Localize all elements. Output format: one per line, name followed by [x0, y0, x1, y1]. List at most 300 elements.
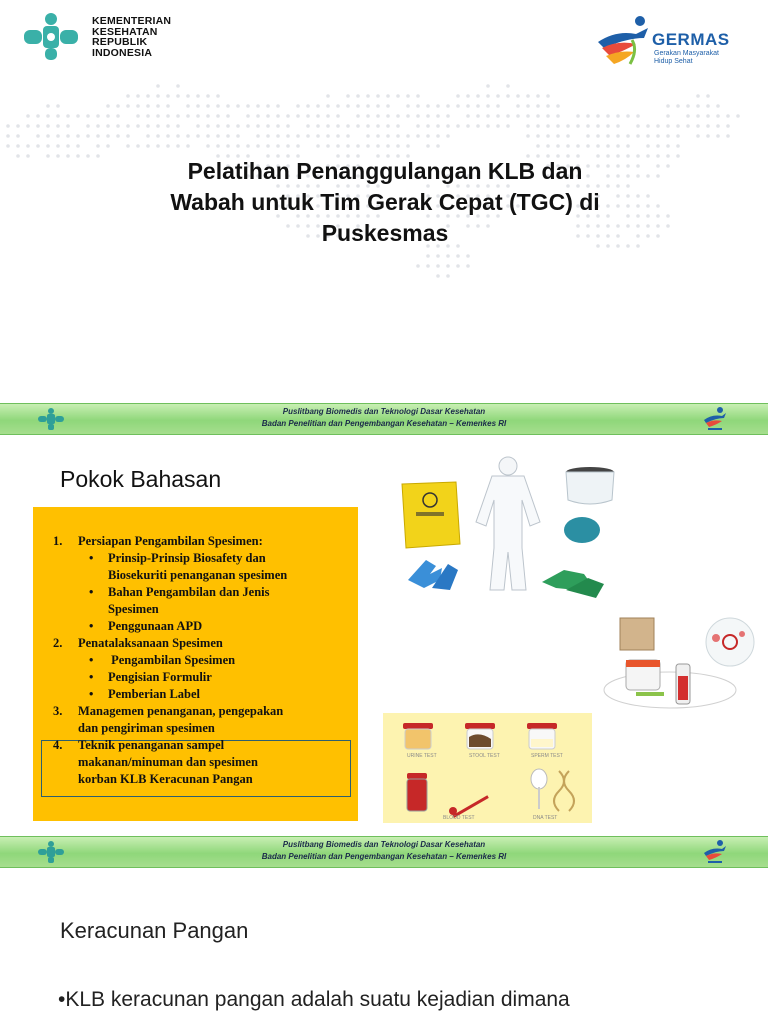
map-dot: [166, 94, 170, 98]
map-dot: [576, 144, 580, 148]
map-dot: [266, 114, 270, 118]
map-dot: [416, 134, 420, 138]
banner-line-2: Badan Penelitian dan Pengembangan Kesehatan – Kemenkes RI: [261, 852, 507, 861]
map-dot: [456, 124, 460, 128]
map-dot: [676, 134, 680, 138]
map-dot: [96, 124, 100, 128]
map-dot: [246, 104, 250, 108]
map-dot: [56, 114, 60, 118]
ministry-line-1: KEMENTERIAN: [92, 15, 172, 27]
map-dot: [666, 134, 670, 138]
map-dot: [36, 114, 40, 118]
map-dot: [476, 104, 480, 108]
map-dot: [236, 124, 240, 128]
map-dot: [336, 144, 340, 148]
map-dot: [286, 114, 290, 118]
map-dot: [176, 124, 180, 128]
map-dot: [246, 144, 250, 148]
map-dot: [426, 124, 430, 128]
germas-tagline: [654, 50, 719, 66]
map-dot: [546, 134, 550, 138]
map-dot: [256, 124, 260, 128]
map-dot: [46, 124, 50, 128]
topic-list: [50, 533, 350, 788]
map-dot: [466, 254, 470, 258]
map-dot: [196, 104, 200, 108]
map-dot: [346, 94, 350, 98]
map-dot: [116, 114, 120, 118]
specimen-types-panel: [383, 713, 592, 823]
map-dot: [476, 94, 480, 98]
map-dot: [676, 154, 680, 158]
map-dot: [476, 124, 480, 128]
map-dot: [136, 114, 140, 118]
map-dot: [546, 124, 550, 128]
map-dot: [386, 114, 390, 118]
germas-small-icon: [702, 406, 728, 432]
list-subitem: • Pengisian Formulir: [89, 670, 212, 684]
map-dot: [26, 114, 30, 118]
map-dot: [36, 124, 40, 128]
map-dot: [686, 104, 690, 108]
map-dot: [496, 104, 500, 108]
map-dot: [666, 144, 670, 148]
map-dot: [706, 134, 710, 138]
map-dot: [256, 104, 260, 108]
map-dot: [496, 94, 500, 98]
map-dot: [306, 134, 310, 138]
map-dot: [136, 94, 140, 98]
urine-test-label: URINE TEST: [407, 753, 437, 759]
map-dot: [636, 124, 640, 128]
map-dot: [266, 104, 270, 108]
list-item: 4. Teknik penanganan sampel: [53, 738, 225, 752]
map-dot: [596, 124, 600, 128]
map-dot: [456, 94, 460, 98]
map-dot: [156, 94, 160, 98]
map-dot: [406, 144, 410, 148]
map-dot: [616, 134, 620, 138]
map-dot: [446, 104, 450, 108]
map-dot: [526, 94, 530, 98]
map-dot: [66, 144, 70, 148]
map-dot: [666, 114, 670, 118]
map-dot: [146, 144, 150, 148]
map-dot: [56, 104, 60, 108]
list-item: 3. Managemen penanganan, pengepakan: [53, 704, 284, 718]
map-dot: [486, 104, 490, 108]
map-dot: [546, 114, 550, 118]
map-dot: [426, 254, 430, 258]
map-dot: [156, 134, 160, 138]
map-dot: [376, 134, 380, 138]
map-dot: [376, 114, 380, 118]
map-dot: [426, 134, 430, 138]
map-dot: [436, 144, 440, 148]
map-dot: [66, 124, 70, 128]
map-dot: [86, 134, 90, 138]
map-dot: [546, 144, 550, 148]
map-dot: [466, 104, 470, 108]
map-dot: [336, 114, 340, 118]
map-dot: [436, 274, 440, 278]
keracunan-pangan-heading: Keracunan Pangan: [60, 918, 249, 943]
map-dot: [276, 134, 280, 138]
germas-logo-icon: [596, 14, 656, 66]
map-dot: [366, 114, 370, 118]
map-dot: [106, 114, 110, 118]
map-dot: [326, 114, 330, 118]
map-dot: [356, 144, 360, 148]
map-dot: [226, 144, 230, 148]
map-dot: [406, 114, 410, 118]
map-dot: [566, 144, 570, 148]
map-dot: [226, 114, 230, 118]
map-dot: [166, 114, 170, 118]
map-dot: [446, 254, 450, 258]
ppe-illustration: [390, 456, 630, 606]
map-dot: [436, 264, 440, 268]
header-banner-1: [0, 403, 768, 435]
map-dot: [166, 104, 170, 108]
map-dot: [56, 134, 60, 138]
map-dot: [606, 134, 610, 138]
map-dot: [526, 134, 530, 138]
map-dot: [76, 114, 80, 118]
map-dot: [466, 124, 470, 128]
map-dot: [376, 144, 380, 148]
map-dot: [366, 134, 370, 138]
map-dot: [306, 124, 310, 128]
map-dot: [316, 104, 320, 108]
banner-line-1: Puslitbang Biomedis dan Teknologi Dasar Kesehatan: [282, 840, 486, 849]
map-dot: [416, 264, 420, 268]
map-dot: [386, 144, 390, 148]
map-dot: [316, 124, 320, 128]
map-dot: [256, 144, 260, 148]
map-dot: [486, 114, 490, 118]
map-dot: [186, 144, 190, 148]
map-dot: [436, 104, 440, 108]
map-dot: [366, 144, 370, 148]
map-dot: [106, 144, 110, 148]
map-dot: [606, 124, 610, 128]
map-dot: [576, 114, 580, 118]
map-dot: [276, 104, 280, 108]
map-dot: [16, 154, 20, 158]
map-dot: [216, 144, 220, 148]
list-subitem-continued: Spesimen: [108, 602, 159, 616]
map-dot: [386, 124, 390, 128]
map-dot: [66, 134, 70, 138]
map-dot: [186, 94, 190, 98]
definition-bullet: •KLB keracunan pangan adalah suatu kejadian dimana: [58, 988, 570, 1011]
map-dot: [266, 134, 270, 138]
title-line-1: Pelatihan Penanggulangan KLB dan: [187, 158, 583, 184]
map-dot: [546, 94, 550, 98]
map-dot: [356, 124, 360, 128]
map-dot: [286, 124, 290, 128]
list-subitem: • Penggunaan APD: [89, 619, 203, 633]
map-dot: [246, 124, 250, 128]
map-dot: [156, 84, 160, 88]
map-dot: [536, 134, 540, 138]
map-dot: [646, 124, 650, 128]
map-dot: [696, 104, 700, 108]
map-dot: [506, 94, 510, 98]
map-dot: [476, 114, 480, 118]
map-dot: [626, 144, 630, 148]
map-dot: [86, 114, 90, 118]
map-dot: [566, 134, 570, 138]
map-dot: [256, 134, 260, 138]
map-dot: [16, 144, 20, 148]
map-dot: [536, 94, 540, 98]
map-dot: [216, 94, 220, 98]
map-dot: [706, 94, 710, 98]
title-line-2: Wabah untuk Tim Gerak Cepat (TGC) di: [170, 189, 600, 215]
map-dot: [146, 104, 150, 108]
map-dot: [126, 124, 130, 128]
map-dot: [96, 144, 100, 148]
list-item: 1. Persiapan Pengambilan Spesimen:: [53, 534, 263, 548]
map-dot: [536, 104, 540, 108]
specimen-kit-illustration: [600, 612, 760, 712]
map-dot: [206, 94, 210, 98]
map-dot: [336, 134, 340, 138]
map-dot: [76, 134, 80, 138]
map-dot: [416, 94, 420, 98]
map-dot: [226, 104, 230, 108]
map-dot: [156, 114, 160, 118]
map-dot: [216, 134, 220, 138]
map-dot: [16, 134, 20, 138]
map-dot: [436, 114, 440, 118]
map-dot: [706, 104, 710, 108]
stool-test-label: STOOL TEST: [469, 753, 500, 759]
map-dot: [666, 124, 670, 128]
map-dot: [166, 144, 170, 148]
map-dot: [236, 134, 240, 138]
map-dot: [446, 274, 450, 278]
list-subitem-continued: Biosekuriti penanganan spesimen: [108, 568, 288, 582]
map-dot: [326, 104, 330, 108]
map-dot: [526, 114, 530, 118]
map-dot: [726, 134, 730, 138]
map-dot: [26, 124, 30, 128]
list-subitem: • Pengambilan Spesimen: [89, 653, 236, 667]
map-dot: [606, 144, 610, 148]
map-dot: [676, 124, 680, 128]
list-item: 2. Penatalaksanaan Spesimen: [53, 636, 223, 650]
germas-name: GERMAS: [652, 30, 730, 49]
map-dot: [236, 144, 240, 148]
map-dot: [166, 124, 170, 128]
map-dot: [266, 144, 270, 148]
map-dot: [176, 144, 180, 148]
map-dot: [126, 94, 130, 98]
map-dot: [436, 134, 440, 138]
map-dot: [156, 124, 160, 128]
map-dot: [586, 114, 590, 118]
kemenkes-logo-icon: [20, 12, 82, 62]
map-dot: [296, 134, 300, 138]
map-dot: [346, 144, 350, 148]
map-dot: [446, 264, 450, 268]
map-dot: [656, 144, 660, 148]
map-dot: [376, 124, 380, 128]
map-dot: [26, 144, 30, 148]
map-dot: [446, 114, 450, 118]
map-dot: [536, 124, 540, 128]
map-dot: [656, 124, 660, 128]
map-dot: [496, 114, 500, 118]
list-subitem: • Pemberian Label: [89, 687, 201, 701]
list-item-continued: korban KLB Keracunan Pangan: [78, 772, 253, 786]
map-dot: [706, 124, 710, 128]
ministry-line-3: REPUBLIK: [92, 36, 148, 48]
map-dot: [366, 124, 370, 128]
map-dot: [556, 124, 560, 128]
map-dot: [66, 154, 70, 158]
map-dot: [446, 134, 450, 138]
map-dot: [326, 134, 330, 138]
map-dot: [346, 104, 350, 108]
map-dot: [616, 114, 620, 118]
map-dot: [716, 134, 720, 138]
map-dot: [636, 114, 640, 118]
map-dot: [516, 104, 520, 108]
map-dot: [456, 254, 460, 258]
map-dot: [256, 114, 260, 118]
map-dot: [216, 114, 220, 118]
banner-line-2: Badan Penelitian dan Pengembangan Kesehatan – Kemenkes RI: [261, 419, 507, 428]
map-dot: [596, 114, 600, 118]
map-dot: [6, 134, 10, 138]
map-dot: [406, 94, 410, 98]
map-dot: [506, 114, 510, 118]
map-dot: [276, 124, 280, 128]
list-item-continued: dan pengiriman spesimen: [78, 721, 215, 735]
map-dot: [426, 114, 430, 118]
map-dot: [366, 94, 370, 98]
map-dot: [556, 104, 560, 108]
map-dot: [716, 104, 720, 108]
map-dot: [16, 124, 20, 128]
map-dot: [556, 134, 560, 138]
map-dot: [276, 114, 280, 118]
slide-title: [95, 156, 675, 249]
ministry-line-4: INDONESIA: [92, 46, 153, 59]
map-dot: [136, 124, 140, 128]
map-dot: [386, 104, 390, 108]
kemenkes-small-icon: [36, 408, 66, 430]
map-dot: [406, 104, 410, 108]
map-dot: [586, 124, 590, 128]
map-dot: [696, 124, 700, 128]
kemenkes-small-icon: [36, 841, 66, 863]
map-dot: [186, 134, 190, 138]
map-dot: [426, 144, 430, 148]
map-dot: [316, 134, 320, 138]
map-dot: [176, 114, 180, 118]
map-dot: [366, 104, 370, 108]
map-dot: [676, 144, 680, 148]
title-line-3: Puskesmas: [321, 220, 449, 246]
map-dot: [496, 124, 500, 128]
map-dot: [596, 144, 600, 148]
sperm-test-label: SPERM TEST: [531, 753, 563, 759]
map-dot: [376, 94, 380, 98]
banner-line-1: Puslitbang Biomedis dan Teknologi Dasar Kesehatan: [282, 407, 486, 416]
map-dot: [156, 144, 160, 148]
map-dot: [466, 94, 470, 98]
map-dot: [46, 144, 50, 148]
map-dot: [146, 134, 150, 138]
map-dot: [586, 134, 590, 138]
dna-test-label: DNA TEST: [533, 815, 558, 821]
map-dot: [306, 114, 310, 118]
map-dot: [296, 104, 300, 108]
map-dot: [146, 114, 150, 118]
map-dot: [226, 134, 230, 138]
list-subitem: • Prinsip-Prinsip Biosafety dan: [89, 551, 266, 565]
map-dot: [356, 94, 360, 98]
map-dot: [146, 124, 150, 128]
map-dot: [486, 94, 490, 98]
map-dot: [46, 104, 50, 108]
map-dot: [726, 124, 730, 128]
map-dot: [56, 144, 60, 148]
map-dot: [536, 114, 540, 118]
map-dot: [46, 114, 50, 118]
map-dot: [196, 114, 200, 118]
map-dot: [136, 104, 140, 108]
map-dot: [566, 124, 570, 128]
map-dot: [686, 124, 690, 128]
map-dot: [206, 104, 210, 108]
map-dot: [276, 144, 280, 148]
map-dot: [706, 114, 710, 118]
map-dot: [666, 104, 670, 108]
map-dot: [626, 134, 630, 138]
map-dot: [266, 124, 270, 128]
map-dot: [106, 104, 110, 108]
map-dot: [436, 254, 440, 258]
map-dot: [336, 104, 340, 108]
map-dot: [286, 134, 290, 138]
map-dot: [526, 104, 530, 108]
map-dot: [216, 124, 220, 128]
germas-small-icon: [702, 839, 728, 865]
map-dot: [286, 144, 290, 148]
list-subitem: • Bahan Pengambilan dan Jenis: [89, 585, 270, 599]
map-dot: [126, 104, 130, 108]
map-dot: [556, 144, 560, 148]
map-dot: [326, 144, 330, 148]
map-dot: [96, 114, 100, 118]
map-dot: [136, 144, 140, 148]
map-dot: [596, 134, 600, 138]
map-dot: [186, 114, 190, 118]
map-dot: [6, 124, 10, 128]
ministry-line-2: KESEHATAN: [92, 25, 158, 38]
map-dot: [126, 144, 130, 148]
map-dot: [96, 134, 100, 138]
map-dot: [696, 114, 700, 118]
map-dot: [406, 134, 410, 138]
map-dot: [116, 104, 120, 108]
